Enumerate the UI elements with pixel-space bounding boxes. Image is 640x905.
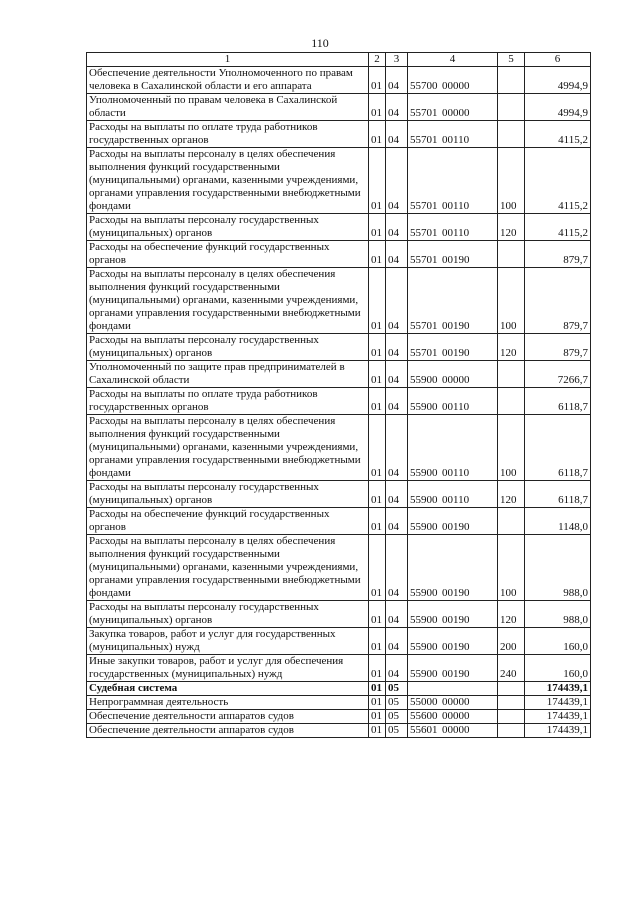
table-row	[87, 94, 591, 121]
row-subsection: 04	[386, 148, 408, 214]
table-row	[87, 148, 591, 214]
table-row	[87, 214, 591, 241]
row-amount: 174439,1	[525, 682, 591, 696]
row-subsection: 05	[386, 710, 408, 724]
row-section: 01	[369, 241, 386, 268]
row-expense-type: 120	[498, 334, 525, 361]
row-name: Расходы на выплаты персоналу государственных (муниципальных) органов	[87, 214, 369, 241]
target-article-part-a: 55900	[410, 374, 438, 386]
row-name: Уполномоченный по защите прав предпринимателей в Сахалинской области	[87, 361, 369, 388]
row-amount: 879,7	[525, 334, 591, 361]
table-row	[87, 415, 591, 481]
col-header-name: 1	[87, 53, 369, 67]
row-amount: 4115,2	[525, 214, 591, 241]
col-header-expense-type: 5	[498, 53, 525, 67]
row-expense-type	[498, 710, 525, 724]
row-amount: 174439,1	[525, 724, 591, 738]
row-subsection: 04	[386, 601, 408, 628]
table-row	[87, 388, 591, 415]
target-article-part-b: 00190	[442, 320, 470, 332]
target-article-part-a: 55900	[410, 587, 438, 599]
target-article-part-a: 55701	[410, 227, 438, 239]
row-name: Расходы на выплаты по оплате труда работников государственных органов	[87, 388, 369, 415]
target-article-part-b: 00190	[442, 254, 470, 266]
row-target-article	[408, 655, 498, 682]
row-expense-type	[498, 361, 525, 388]
row-name: Иные закупки товаров, работ и услуг для обеспечения государственных (муниципальных) нужд	[87, 655, 369, 682]
row-name: Обеспечение деятельности аппаратов судов	[87, 724, 369, 738]
row-amount: 4115,2	[525, 148, 591, 214]
target-article-part-b: 00190	[442, 347, 470, 359]
row-subsection: 04	[386, 388, 408, 415]
row-target-article	[408, 148, 498, 214]
row-section: 01	[369, 67, 386, 94]
row-subsection: 04	[386, 508, 408, 535]
target-article-part-a: 55600	[410, 710, 438, 722]
col-header-target-article: 4	[408, 53, 498, 67]
row-subsection: 04	[386, 214, 408, 241]
row-target-article	[408, 724, 498, 738]
row-expense-type: 120	[498, 601, 525, 628]
row-section: 01	[369, 628, 386, 655]
row-expense-type: 120	[498, 214, 525, 241]
target-article-part-a: 55000	[410, 696, 438, 708]
row-amount: 160,0	[525, 655, 591, 682]
table-row	[87, 682, 591, 696]
row-section: 01	[369, 361, 386, 388]
row-section: 01	[369, 682, 386, 696]
row-section: 01	[369, 696, 386, 710]
row-target-article	[408, 481, 498, 508]
target-article-part-a: 55900	[410, 467, 438, 479]
row-subsection: 04	[386, 67, 408, 94]
table-row	[87, 710, 591, 724]
row-subsection: 04	[386, 628, 408, 655]
row-name: Расходы на выплаты персоналу в целях обеспечения выполнения функций государственными (муниципальными) органами, казенными учреждениями, органами управления государственными внебюджетными фондами	[87, 415, 369, 481]
row-name: Обеспечение деятельности аппаратов судов	[87, 710, 369, 724]
row-name: Расходы на выплаты персоналу государственных (муниципальных) органов	[87, 601, 369, 628]
row-expense-type: 100	[498, 535, 525, 601]
target-article-part-a: 55701	[410, 320, 438, 332]
row-subsection: 04	[386, 121, 408, 148]
row-expense-type: 120	[498, 481, 525, 508]
row-target-article	[408, 241, 498, 268]
row-section: 01	[369, 415, 386, 481]
row-subsection: 04	[386, 535, 408, 601]
row-subsection: 04	[386, 361, 408, 388]
row-target-article	[408, 601, 498, 628]
row-name: Расходы на выплаты персоналу в целях обеспечения выполнения функций государственными (муниципальными) органами, казенными учреждениями, органами управления государственными внебюджетными фондами	[87, 148, 369, 214]
row-expense-type	[498, 682, 525, 696]
row-section: 01	[369, 655, 386, 682]
table-row	[87, 535, 591, 601]
row-amount: 6118,7	[525, 415, 591, 481]
target-article-part-b: 00000	[442, 374, 470, 386]
target-article-part-b: 00110	[442, 467, 470, 479]
target-article-part-a: 55701	[410, 347, 438, 359]
row-target-article	[408, 388, 498, 415]
table-row	[87, 361, 591, 388]
row-section: 01	[369, 94, 386, 121]
row-name: Закупка товаров, работ и услуг для государственных (муниципальных) нужд	[87, 628, 369, 655]
col-header-subsection: 3	[386, 53, 408, 67]
col-header-amount: 6	[525, 53, 591, 67]
target-article-part-b: 00190	[442, 521, 470, 533]
row-expense-type	[498, 696, 525, 710]
target-article-part-b: 00000	[442, 80, 470, 92]
row-amount: 174439,1	[525, 710, 591, 724]
row-expense-type	[498, 241, 525, 268]
row-subsection: 04	[386, 241, 408, 268]
row-expense-type: 100	[498, 148, 525, 214]
row-section: 01	[369, 388, 386, 415]
row-amount: 4994,9	[525, 67, 591, 94]
row-expense-type	[498, 388, 525, 415]
target-article-part-a: 55900	[410, 401, 438, 413]
target-article-part-b: 00110	[442, 401, 470, 413]
row-amount: 988,0	[525, 535, 591, 601]
target-article-part-a: 55601	[410, 724, 438, 736]
row-section: 01	[369, 121, 386, 148]
target-article-part-a: 55900	[410, 641, 438, 653]
target-article-part-a: 55701	[410, 134, 438, 146]
row-target-article	[408, 121, 498, 148]
row-amount: 879,7	[525, 241, 591, 268]
table-row	[87, 655, 591, 682]
target-article-part-a: 55900	[410, 668, 438, 680]
page-number: 110	[311, 36, 329, 50]
row-subsection: 04	[386, 334, 408, 361]
row-expense-type: 200	[498, 628, 525, 655]
row-section: 01	[369, 481, 386, 508]
target-article-part-b: 00190	[442, 587, 470, 599]
row-name: Расходы на выплаты по оплате труда работников государственных органов	[87, 121, 369, 148]
target-article-part-b: 00000	[442, 710, 470, 722]
row-amount: 879,7	[525, 268, 591, 334]
row-section: 01	[369, 148, 386, 214]
target-article-part-b: 00190	[442, 668, 470, 680]
row-expense-type: 100	[498, 268, 525, 334]
row-name: Расходы на выплаты персоналу государственных (муниципальных) органов	[87, 481, 369, 508]
target-article-part-a: 55701	[410, 107, 438, 119]
row-subsection: 04	[386, 415, 408, 481]
table-row	[87, 268, 591, 334]
row-subsection: 04	[386, 94, 408, 121]
table-body	[87, 67, 591, 738]
target-article-part-b: 00000	[442, 724, 470, 736]
row-amount: 4994,9	[525, 94, 591, 121]
row-name: Расходы на выплаты персоналу в целях обеспечения выполнения функций государственными (муниципальными) органами, казенными учреждениями, органами управления государственными внебюджетными фондами	[87, 535, 369, 601]
target-article-part-b: 00110	[442, 227, 470, 239]
target-article-part-b: 00000	[442, 696, 470, 708]
row-subsection: 04	[386, 268, 408, 334]
row-target-article	[408, 214, 498, 241]
row-target-article	[408, 696, 498, 710]
row-amount: 988,0	[525, 601, 591, 628]
target-article-part-b: 00110	[442, 200, 470, 212]
row-name: Судебная система	[87, 682, 369, 696]
row-section: 01	[369, 334, 386, 361]
row-target-article	[408, 535, 498, 601]
table-row	[87, 601, 591, 628]
row-amount: 174439,1	[525, 696, 591, 710]
table-row	[87, 241, 591, 268]
target-article-part-a: 55900	[410, 521, 438, 533]
row-section: 01	[369, 601, 386, 628]
target-article-part-b: 00110	[442, 134, 470, 146]
row-name: Непрограммная деятельность	[87, 696, 369, 710]
table-row	[87, 121, 591, 148]
row-amount: 7266,7	[525, 361, 591, 388]
table-row	[87, 481, 591, 508]
row-name: Обеспечение деятельности Уполномоченного по правам человека в Сахалинской области и его аппарата	[87, 67, 369, 94]
target-article-part-a: 55700	[410, 80, 438, 92]
row-expense-type	[498, 94, 525, 121]
row-amount: 6118,7	[525, 388, 591, 415]
row-expense-type: 100	[498, 415, 525, 481]
row-expense-type	[498, 724, 525, 738]
row-section: 01	[369, 535, 386, 601]
table-row	[87, 508, 591, 535]
row-subsection: 04	[386, 655, 408, 682]
row-expense-type: 240	[498, 655, 525, 682]
target-article-part-b: 00000	[442, 107, 470, 119]
row-name: Расходы на выплаты персоналу государственных (муниципальных) органов	[87, 334, 369, 361]
row-target-article	[408, 710, 498, 724]
row-amount: 160,0	[525, 628, 591, 655]
row-section: 01	[369, 710, 386, 724]
row-expense-type	[498, 67, 525, 94]
table-row	[87, 628, 591, 655]
row-target-article	[408, 628, 498, 655]
col-header-section: 2	[369, 53, 386, 67]
row-target-article	[408, 334, 498, 361]
table-row	[87, 724, 591, 738]
target-article-part-a: 55701	[410, 200, 438, 212]
table-header-row	[87, 53, 591, 67]
row-target-article	[408, 268, 498, 334]
row-target-article	[408, 67, 498, 94]
table-row	[87, 67, 591, 94]
target-article-part-a: 55900	[410, 614, 438, 626]
table-row	[87, 334, 591, 361]
row-subsection: 05	[386, 682, 408, 696]
table-row	[87, 696, 591, 710]
row-subsection: 05	[386, 696, 408, 710]
row-section: 01	[369, 268, 386, 334]
row-target-article	[408, 508, 498, 535]
target-article-part-b: 00110	[442, 494, 470, 506]
target-article-part-b: 00190	[442, 614, 470, 626]
row-target-article	[408, 415, 498, 481]
row-section: 01	[369, 214, 386, 241]
row-amount: 4115,2	[525, 121, 591, 148]
row-amount: 1148,0	[525, 508, 591, 535]
row-section: 01	[369, 724, 386, 738]
row-amount: 6118,7	[525, 481, 591, 508]
row-target-article	[408, 682, 498, 696]
row-section: 01	[369, 508, 386, 535]
row-target-article	[408, 361, 498, 388]
row-subsection: 05	[386, 724, 408, 738]
target-article-part-a: 55701	[410, 254, 438, 266]
target-article-part-b: 00190	[442, 641, 470, 653]
row-name: Уполномоченный по правам человека в Сахалинской области	[87, 94, 369, 121]
budget-table	[86, 52, 591, 738]
row-subsection: 04	[386, 481, 408, 508]
row-target-article	[408, 94, 498, 121]
row-expense-type	[498, 508, 525, 535]
row-expense-type	[498, 121, 525, 148]
row-name: Расходы на выплаты персоналу в целях обеспечения выполнения функций государственными (муниципальными) органами, казенными учреждениями, органами управления государственными внебюджетными фондами	[87, 268, 369, 334]
target-article-part-a: 55900	[410, 494, 438, 506]
row-name: Расходы на обеспечение функций государственных органов	[87, 241, 369, 268]
row-name: Расходы на обеспечение функций государственных органов	[87, 508, 369, 535]
